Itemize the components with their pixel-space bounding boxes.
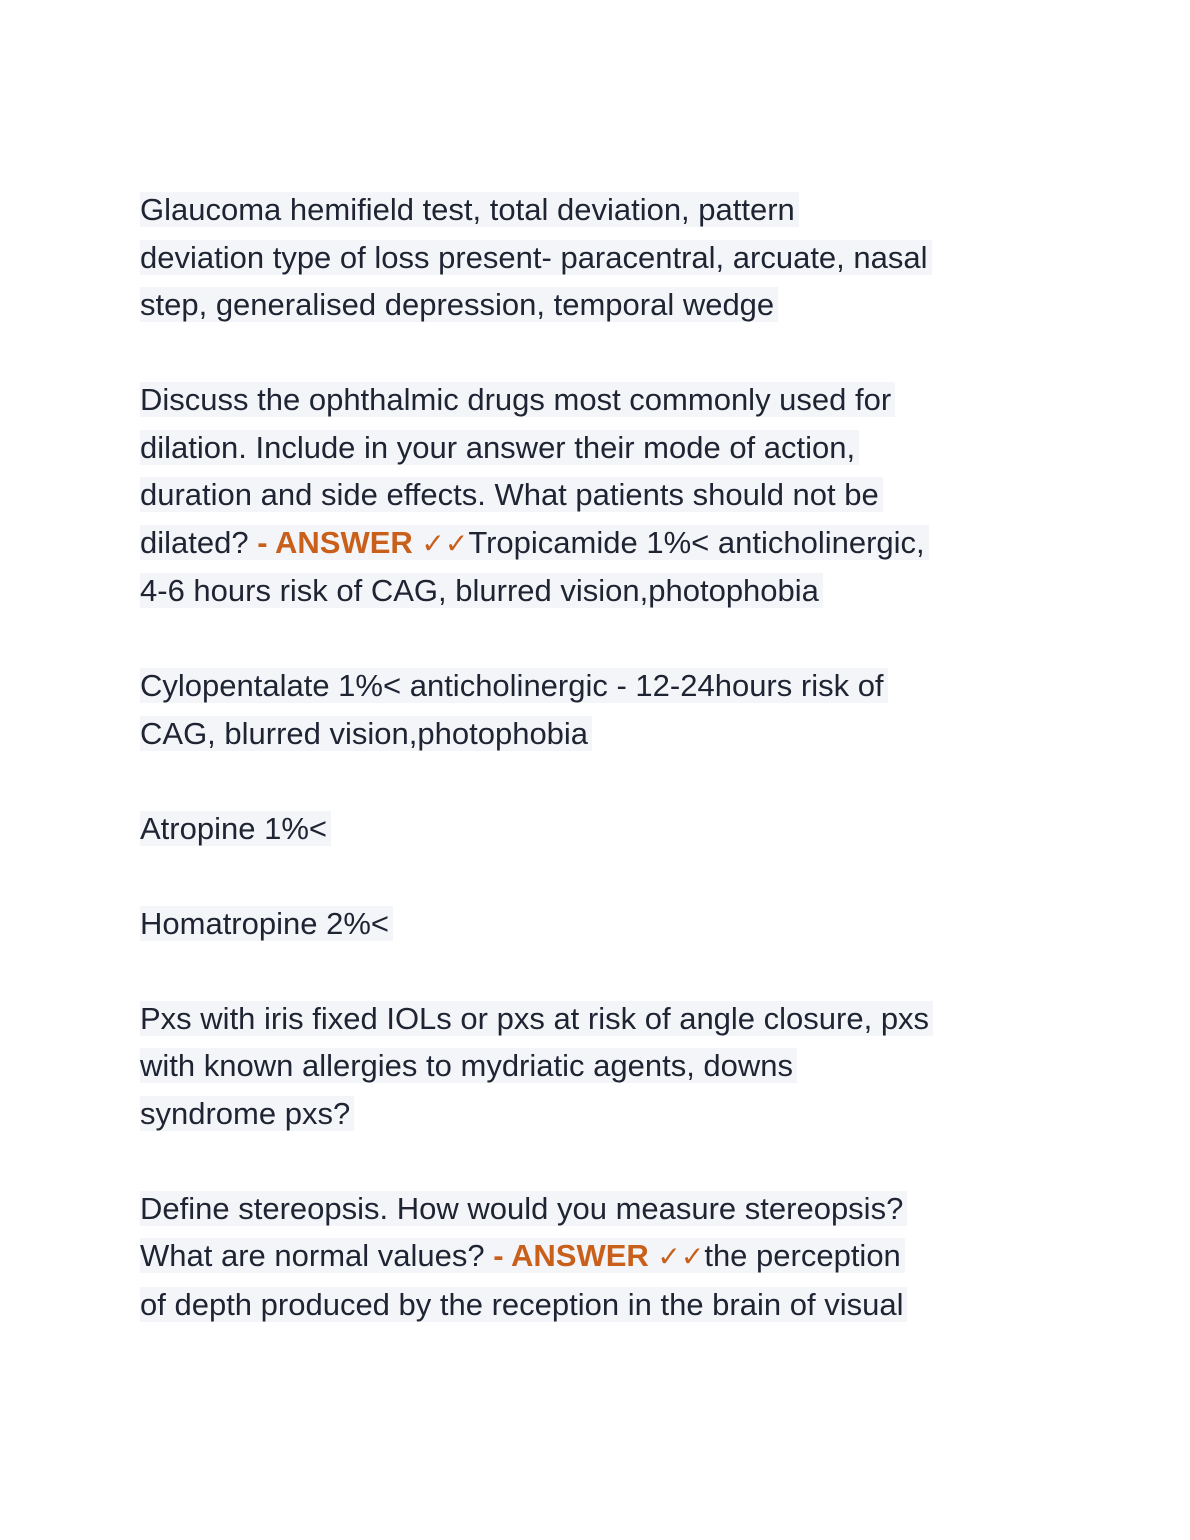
text-line: duration and side effects. What patients should not be	[140, 477, 883, 512]
answer-text: the perception	[704, 1238, 901, 1273]
text-line: Cylopentalate 1%< anticholinergic - 12-24hours risk of	[140, 668, 888, 703]
text-line: Atropine 1%<	[140, 811, 331, 846]
paragraph-glaucoma-hemifield	[140, 186, 1060, 329]
paragraph-contraindications	[140, 995, 1060, 1138]
text-line: with known allergies to mydriatic agents, downs	[140, 1048, 797, 1083]
text-line: Pxs with iris fixed IOLs or pxs at risk of angle closure, pxs	[140, 1001, 933, 1036]
text-line: Define stereopsis. How would you measure stereopsis?	[140, 1191, 907, 1226]
text-line: 4-6 hours risk of CAG, blurred vision,photophobia	[140, 573, 823, 608]
double-check-icon: ✓✓	[421, 526, 469, 560]
paragraph-cyclopentolate	[140, 662, 1060, 757]
double-check-icon: ✓✓	[657, 1240, 705, 1273]
paragraph-homatropine	[140, 900, 1060, 948]
answer-text: Tropicamide 1%< anticholinergic,	[468, 524, 925, 560]
text-line: Homatropine 2%<	[140, 906, 393, 941]
paragraph-atropine	[140, 805, 1060, 853]
text-line: syndrome pxs?	[140, 1096, 354, 1131]
answer-line	[140, 519, 1060, 568]
paragraph-stereopsis	[140, 1185, 1060, 1329]
text-line: deviation type of loss present- paracentral, arcuate, nasal	[140, 240, 932, 275]
answer-line	[140, 1232, 1060, 1281]
text-line: CAG, blurred vision,photophobia	[140, 716, 592, 751]
text-line: Discuss the ophthalmic drugs most commonly used for	[140, 382, 895, 417]
paragraph-dilation-question	[140, 376, 1060, 615]
text-line: step, generalised depression, temporal wedge	[140, 287, 778, 322]
answer-label: - ANSWER	[493, 1238, 658, 1273]
question-text: What are normal values?	[140, 1238, 494, 1273]
question-text: dilated?	[140, 524, 258, 560]
document-body	[140, 186, 1060, 1376]
text-line: Glaucoma hemifield test, total deviation, pattern	[140, 192, 799, 227]
answer-label: - ANSWER	[257, 524, 422, 560]
text-line: of depth produced by the reception in the brain of visual	[140, 1287, 907, 1322]
text-line: dilation. Include in your answer their mode of action,	[140, 430, 859, 465]
